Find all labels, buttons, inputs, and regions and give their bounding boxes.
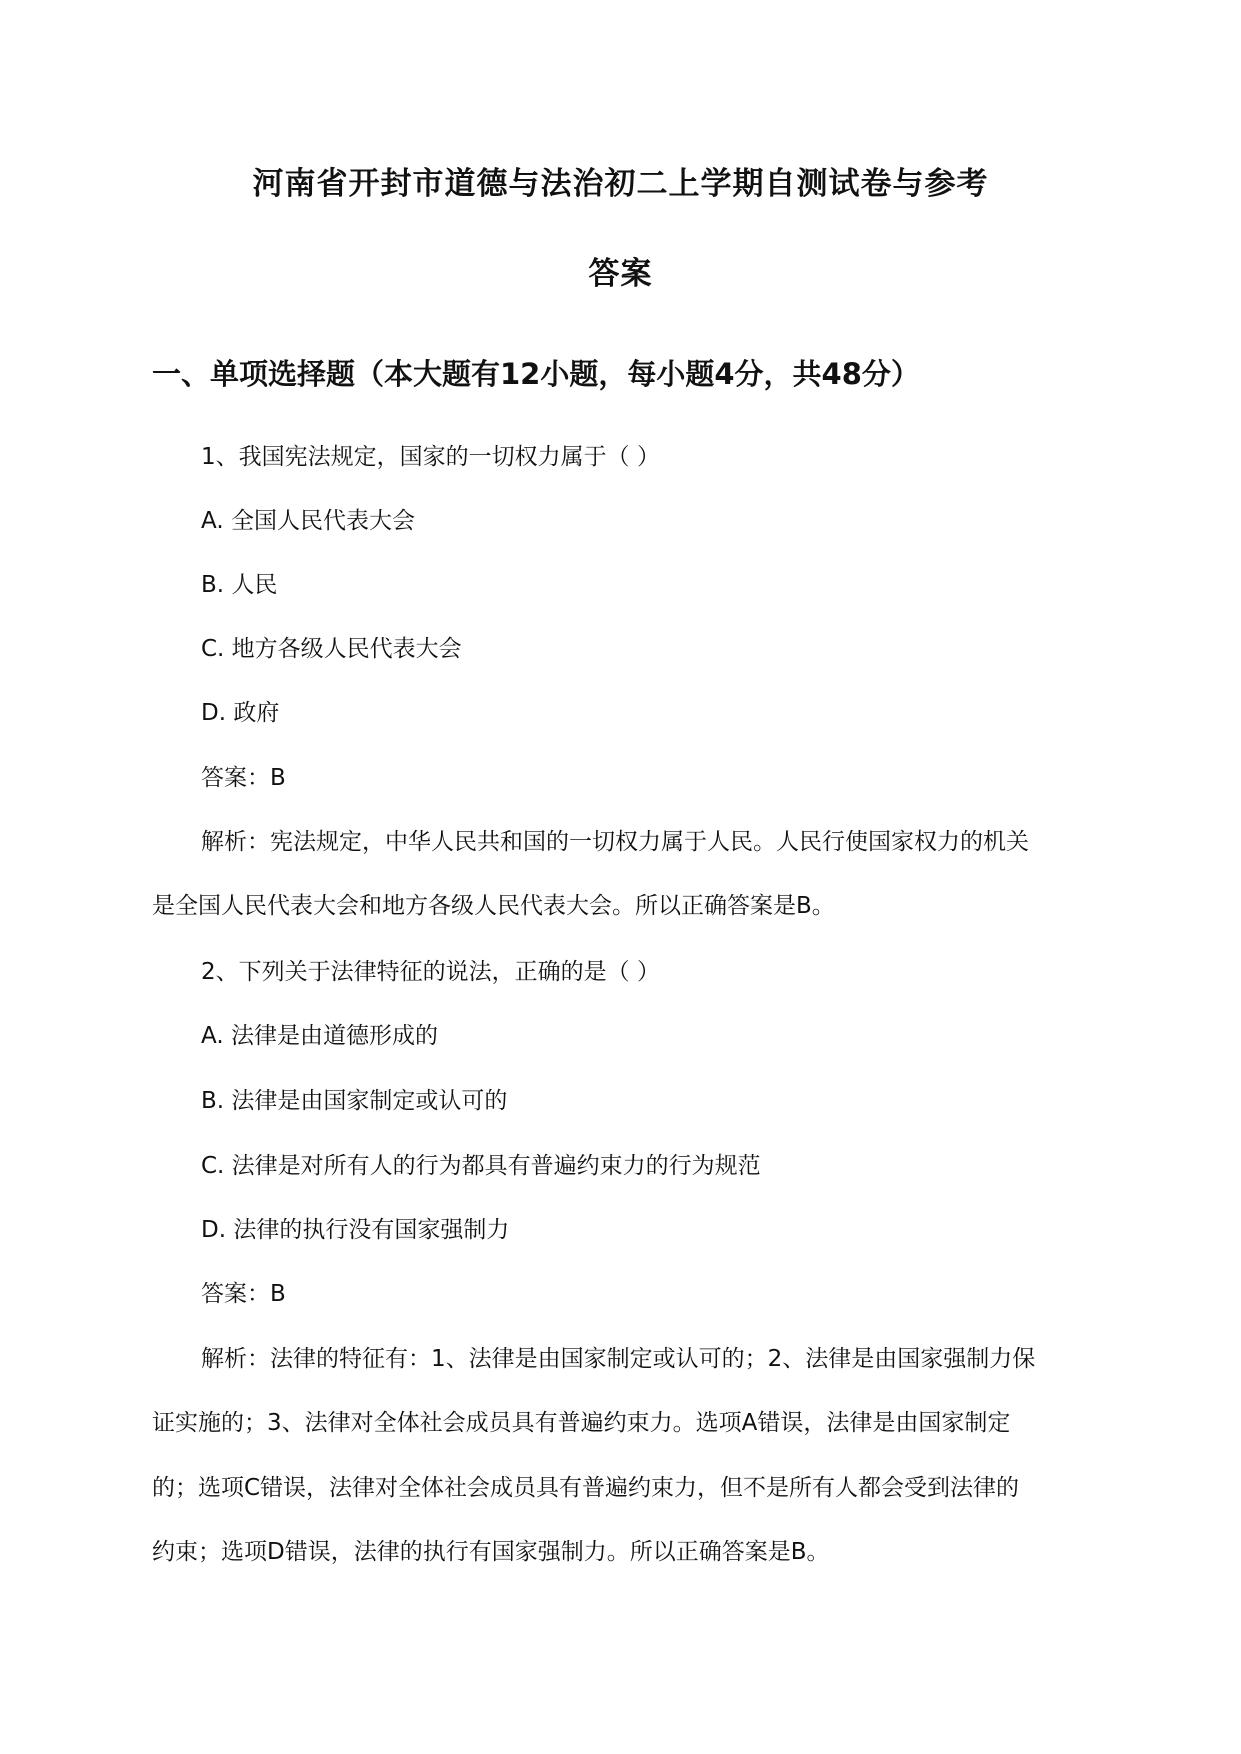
question-2-option-d: D. 法律的执行没有国家强制力 — [201, 1217, 510, 1243]
question-1-option-d: D. 政府 — [201, 700, 280, 726]
question-2-option-c: C. 法律是对所有人的行为都具有普遍约束力的行为规范 — [201, 1153, 761, 1179]
question-2-stem: 2、下列关于法律特征的说法，正确的是（ ） — [201, 959, 660, 985]
question-2-option-b: B. 法律是由国家制定或认可的 — [201, 1088, 508, 1114]
question-1-answer: 答案：B — [201, 765, 286, 791]
document-title-line-2: 答案 — [588, 256, 653, 292]
section-heading: 一、单项选择题（本大题有12小题，每小题4分，共48分） — [152, 357, 920, 391]
question-2-analysis-line-1: 解析：法律的特征有：1、法律是由国家制定或认可的；2、法律是由国家强制力保 — [201, 1346, 1036, 1372]
document-title-line-1: 河南省开封市道德与法治初二上学期自测试卷与参考 — [252, 166, 989, 202]
question-2-analysis-line-2: 证实施的；3、法律对全体社会成员具有普遍约束力。选项A错误，法律是由国家制定 — [152, 1410, 1011, 1436]
question-2-analysis-line-4: 约束；选项D错误，法律的执行有国家强制力。所以正确答案是B。 — [152, 1539, 830, 1565]
question-1-option-b: B. 人民 — [201, 572, 278, 598]
question-1-option-a: A. 全国人民代表大会 — [201, 508, 415, 534]
question-2-answer: 答案：B — [201, 1281, 286, 1307]
question-2-analysis-line-3: 的；选项C错误，法律对全体社会成员具有普遍约束力，但不是所有人都会受到法律的 — [152, 1475, 1020, 1501]
question-1-stem: 1、我国宪法规定，国家的一切权力属于（ ） — [201, 444, 660, 470]
question-2-option-a: A. 法律是由道德形成的 — [201, 1023, 438, 1049]
question-1-analysis-line-2: 是全国人民代表大会和地方各级人民代表大会。所以正确答案是B。 — [152, 893, 835, 919]
question-1-option-c: C. 地方各级人民代表大会 — [201, 636, 462, 662]
question-1-analysis-line-1: 解析：宪法规定，中华人民共和国的一切权力属于人民。人民行使国家权力的机关 — [201, 829, 1029, 855]
